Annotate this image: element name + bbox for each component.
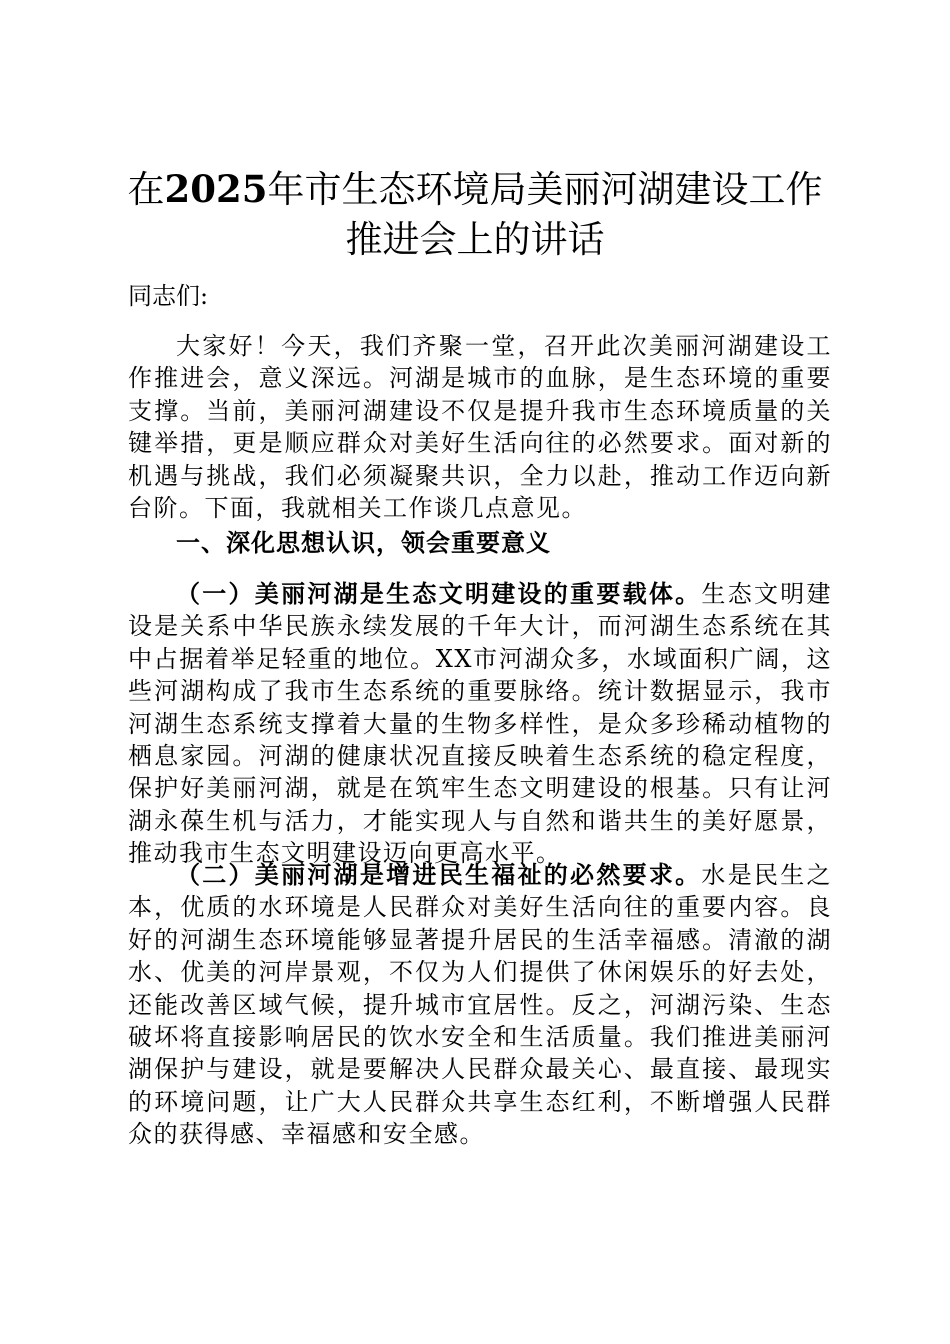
paragraph-1-body: 生态文明建设是关系中华民族永续发展的千年大计，而河湖生态系统在其中占据着举足轻重的地位。XX市河湖众多，水域面积广阔，这些河湖构成了我市生态系统的重要脉络。统计数据显示，我市河湖生态系统支撑着大量的生物多样性，是众多珍稀动植物的栖息家园。河湖的健康状况直接反映着生态系统的稳定程度，保护好美丽河湖，就是在筑牢生态文明建设的根基。只有让河湖永葆生机与活力，才能实现人与自然和谐共生的美好愿景，推动我市生态文明建设迈向更高水平。 xyxy=(128,580,833,868)
paragraph-2 xyxy=(128,859,832,1151)
paragraph-1-lead: （一）美丽河湖是生态文明建设的重要载体。 xyxy=(176,579,702,608)
title-prefix: 在 xyxy=(127,168,165,211)
paragraph-2-body: 水是民生之本，优质的水环境是人民群众对美好生活向往的重要内容。良好的河湖生态环境能够显著提升居民的生活幸福感。清澈的湖水、优美的河岸景观，不仅为人们提供了休闲娱乐的好去处，还能改善区域气候，提升城市宜居性。反之，河湖污染、生态破坏将直接影响居民的饮水安全和生活质量。我们推进美丽河湖保护与建设，就是要解决人民群众最关心、最直接、最现实的环境问题，让广大人民群众共享生态红利，不断增强人民群众的获得感、幸福感和安全感。 xyxy=(128,861,833,1149)
title-year: 2025 xyxy=(164,167,268,211)
paragraph-1 xyxy=(128,578,832,870)
paragraph-2-lead: （二）美丽河湖是增进民生福祉的必然要求。 xyxy=(176,860,702,889)
salutation: 同志们: xyxy=(128,282,209,310)
title-rest: 年市生态环境局美丽河湖建设工作推进会上的讲话 xyxy=(267,168,823,261)
section-heading-1: 一、深化思想认识，领会重要意义 xyxy=(176,528,551,557)
document-title xyxy=(120,164,830,265)
intro-paragraph: 大家好！今天，我们齐聚一堂，召开此次美丽河湖建设工作推进会，意义深远。河湖是城市的血脉，是生态环境的重要支撑。当前，美丽河湖建设不仅是提升我市生态环境质量的关键举措，更是顺应群众对美好生活向往的必然要求。面对新的机遇与挑战，我们必须凝聚共识，全力以赴，推动工作迈向新台阶。下面，我就相关工作谈几点意见。 xyxy=(128,332,832,523)
